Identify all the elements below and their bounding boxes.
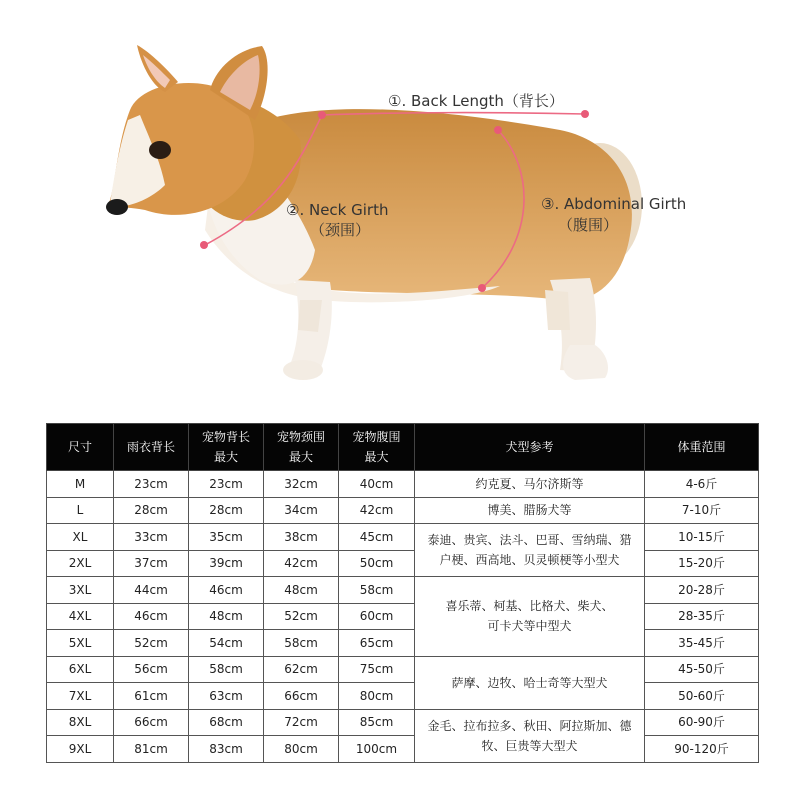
header-abdominal-girth: 宠物腹围 最大 <box>339 424 415 471</box>
cell-back: 46cm <box>189 577 264 604</box>
neck-girth-cn-label: （颈围） <box>310 221 371 239</box>
cell-breed-large-dogs: 萨摩、边牧、哈士奇等大型犬 <box>415 656 645 709</box>
cell-back: 58cm <box>189 656 264 683</box>
cell-back: 48cm <box>189 603 264 630</box>
cell-neck: 32cm <box>264 471 339 498</box>
cell-back: 35cm <box>189 524 264 551</box>
table-row <box>47 736 759 763</box>
cell-weight: 60-90斤 <box>645 709 759 736</box>
cell-size: M <box>47 471 114 498</box>
cell-weight: 45-50斤 <box>645 656 759 683</box>
header-weight-range: 体重范围 <box>645 424 759 471</box>
cell-size: 2XL <box>47 550 114 577</box>
header-size: 尺寸 <box>47 424 114 471</box>
cell-abdomen: 50cm <box>339 550 415 577</box>
cell-weight: 20-28斤 <box>645 577 759 604</box>
cell-weight: 50-60斤 <box>645 683 759 710</box>
cell-abdomen: 85cm <box>339 709 415 736</box>
header-breed-reference: 犬型参考 <box>415 424 645 471</box>
cell-weight: 7-10斤 <box>645 497 759 524</box>
neck-girth-label: ②. Neck Girth <box>286 201 389 219</box>
table-row <box>47 497 759 524</box>
header-raincoat-length: 雨衣背长 <box>114 424 189 471</box>
cell-neck: 38cm <box>264 524 339 551</box>
cell-abdomen: 65cm <box>339 630 415 657</box>
table-row <box>47 656 759 683</box>
cell-raincoat: 52cm <box>114 630 189 657</box>
abdominal-girth-cn-label: （腹围） <box>558 216 619 234</box>
table-row <box>47 709 759 736</box>
cell-raincoat: 46cm <box>114 603 189 630</box>
back-length-label: ①. Back Length（背长） <box>388 92 564 110</box>
table-row <box>47 603 759 630</box>
cell-neck: 48cm <box>264 577 339 604</box>
abdomen-end-dot <box>478 284 486 292</box>
back-end-dot <box>581 110 589 118</box>
cell-size: 5XL <box>47 630 114 657</box>
cell-size: 9XL <box>47 736 114 763</box>
cell-neck: 34cm <box>264 497 339 524</box>
cell-neck: 72cm <box>264 709 339 736</box>
cell-neck: 42cm <box>264 550 339 577</box>
cell-breed: 约克夏、马尔济斯等 <box>415 471 645 498</box>
cell-abdomen: 100cm <box>339 736 415 763</box>
abdomen-start-dot <box>494 126 502 134</box>
table-row <box>47 630 759 657</box>
cell-abdomen: 75cm <box>339 656 415 683</box>
table-row <box>47 577 759 604</box>
cell-neck: 58cm <box>264 630 339 657</box>
cell-raincoat: 66cm <box>114 709 189 736</box>
cell-abdomen: 40cm <box>339 471 415 498</box>
cell-weight: 4-6斤 <box>645 471 759 498</box>
neck-end-dot <box>200 241 208 249</box>
cell-back: 54cm <box>189 630 264 657</box>
cell-abdomen: 58cm <box>339 577 415 604</box>
cell-weight: 15-20斤 <box>645 550 759 577</box>
cell-breed-giant-dogs: 金毛、拉布拉多、秋田、阿拉斯加、德 牧、巨贵等大型犬 <box>415 709 645 762</box>
cell-back: 63cm <box>189 683 264 710</box>
cell-size: 8XL <box>47 709 114 736</box>
size-chart-table <box>46 423 759 763</box>
cell-abdomen: 45cm <box>339 524 415 551</box>
table-row <box>47 524 759 551</box>
back-start-dot <box>318 111 326 119</box>
cell-weight: 10-15斤 <box>645 524 759 551</box>
cell-size: XL <box>47 524 114 551</box>
cell-breed-small-dogs: 泰迪、贵宾、法斗、巴哥、雪纳瑞、猎 户梗、西高地、贝灵顿梗等小型犬 <box>415 524 645 577</box>
cell-raincoat: 37cm <box>114 550 189 577</box>
cell-raincoat: 44cm <box>114 577 189 604</box>
cell-abdomen: 80cm <box>339 683 415 710</box>
cell-back: 28cm <box>189 497 264 524</box>
header-neck-girth: 宠物颈围 最大 <box>264 424 339 471</box>
cell-neck: 80cm <box>264 736 339 763</box>
cell-size: 4XL <box>47 603 114 630</box>
cell-weight: 90-120斤 <box>645 736 759 763</box>
table-header-row <box>47 424 759 471</box>
cell-neck: 66cm <box>264 683 339 710</box>
cell-size: 3XL <box>47 577 114 604</box>
cell-abdomen: 60cm <box>339 603 415 630</box>
cell-breed-medium-dogs: 喜乐蒂、柯基、比格犬、柴犬、 可卡犬等中型犬 <box>415 577 645 657</box>
cell-raincoat: 81cm <box>114 736 189 763</box>
table-row <box>47 471 759 498</box>
cell-back: 83cm <box>189 736 264 763</box>
cell-size: L <box>47 497 114 524</box>
cell-raincoat: 33cm <box>114 524 189 551</box>
cell-breed: 博美、腊肠犬等 <box>415 497 645 524</box>
cell-back: 68cm <box>189 709 264 736</box>
table-row <box>47 683 759 710</box>
cell-size: 7XL <box>47 683 114 710</box>
cell-size: 6XL <box>47 656 114 683</box>
cell-back: 23cm <box>189 471 264 498</box>
table-row <box>47 550 759 577</box>
cell-raincoat: 23cm <box>114 471 189 498</box>
cell-back: 39cm <box>189 550 264 577</box>
cell-raincoat: 28cm <box>114 497 189 524</box>
cell-raincoat: 61cm <box>114 683 189 710</box>
cell-weight: 28-35斤 <box>645 603 759 630</box>
cell-abdomen: 42cm <box>339 497 415 524</box>
abdominal-girth-label: ③. Abdominal Girth <box>541 195 687 213</box>
cell-weight: 35-45斤 <box>645 630 759 657</box>
cell-raincoat: 56cm <box>114 656 189 683</box>
header-back-length: 宠物背长 最大 <box>189 424 264 471</box>
cell-neck: 52cm <box>264 603 339 630</box>
cell-neck: 62cm <box>264 656 339 683</box>
